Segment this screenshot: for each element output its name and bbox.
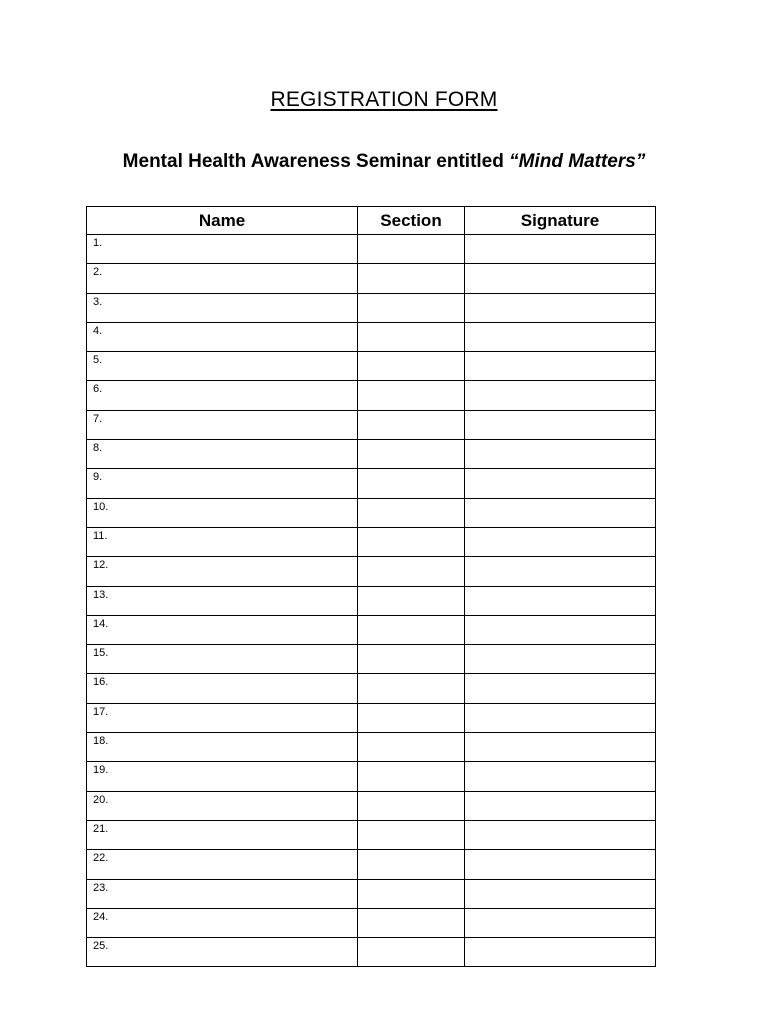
section-cell[interactable] (358, 703, 465, 732)
name-cell[interactable]: 18. (87, 733, 358, 762)
table-row (87, 322, 656, 351)
section-cell[interactable] (358, 410, 465, 439)
table-row (87, 586, 656, 615)
name-cell[interactable]: 25. (87, 938, 358, 967)
signature-cell[interactable] (465, 645, 656, 674)
section-cell[interactable] (358, 381, 465, 410)
section-cell[interactable] (358, 674, 465, 703)
table-row (87, 615, 656, 644)
signature-cell[interactable] (465, 264, 656, 293)
section-cell[interactable] (358, 322, 465, 351)
table-row (87, 645, 656, 674)
section-cell[interactable] (358, 469, 465, 498)
table-row (87, 938, 656, 967)
name-cell[interactable]: 3. (87, 293, 358, 322)
signature-cell[interactable] (465, 674, 656, 703)
name-cell[interactable]: 24. (87, 908, 358, 937)
signature-cell[interactable] (465, 791, 656, 820)
name-cell[interactable]: 22. (87, 850, 358, 879)
name-cell[interactable]: 20. (87, 791, 358, 820)
name-cell[interactable]: 9. (87, 469, 358, 498)
name-cell[interactable]: 4. (87, 322, 358, 351)
signature-cell[interactable] (465, 322, 656, 351)
section-cell[interactable] (358, 586, 465, 615)
signature-cell[interactable] (465, 586, 656, 615)
table-row (87, 791, 656, 820)
signature-cell[interactable] (465, 938, 656, 967)
seminar-name: “Mind Matters” (509, 151, 646, 172)
signature-cell[interactable] (465, 557, 656, 586)
section-cell[interactable] (358, 938, 465, 967)
table-row (87, 820, 656, 849)
signature-cell[interactable] (465, 820, 656, 849)
section-cell[interactable] (358, 498, 465, 527)
section-cell[interactable] (358, 235, 465, 264)
table-row (87, 557, 656, 586)
table-row (87, 879, 656, 908)
seminar-subtitle (0, 151, 768, 173)
signature-cell[interactable] (465, 235, 656, 264)
section-cell[interactable] (358, 645, 465, 674)
signature-cell[interactable] (465, 527, 656, 556)
form-title: REGISTRATION FORM (270, 88, 498, 111)
header-signature: Signature (465, 207, 656, 235)
signature-cell[interactable] (465, 498, 656, 527)
name-cell[interactable]: 23. (87, 879, 358, 908)
signature-cell[interactable] (465, 879, 656, 908)
name-cell[interactable]: 5. (87, 352, 358, 381)
name-cell[interactable]: 1. (87, 235, 358, 264)
table-row (87, 293, 656, 322)
table-row (87, 498, 656, 527)
signature-cell[interactable] (465, 469, 656, 498)
section-cell[interactable] (358, 352, 465, 381)
section-cell[interactable] (358, 850, 465, 879)
table-row (87, 381, 656, 410)
name-cell[interactable]: 15. (87, 645, 358, 674)
section-cell[interactable] (358, 820, 465, 849)
signature-cell[interactable] (465, 615, 656, 644)
table-row (87, 703, 656, 732)
name-cell[interactable]: 14. (87, 615, 358, 644)
name-cell[interactable]: 6. (87, 381, 358, 410)
section-cell[interactable] (358, 791, 465, 820)
table-row (87, 440, 656, 469)
table-row (87, 762, 656, 791)
table-header-row (87, 207, 656, 235)
signature-cell[interactable] (465, 733, 656, 762)
section-cell[interactable] (358, 762, 465, 791)
name-cell[interactable]: 13. (87, 586, 358, 615)
section-cell[interactable] (358, 527, 465, 556)
signature-cell[interactable] (465, 293, 656, 322)
section-cell[interactable] (358, 264, 465, 293)
table-row (87, 527, 656, 556)
section-cell[interactable] (358, 733, 465, 762)
name-cell[interactable]: 7. (87, 410, 358, 439)
signature-cell[interactable] (465, 908, 656, 937)
table-row (87, 674, 656, 703)
table-row (87, 469, 656, 498)
section-cell[interactable] (358, 615, 465, 644)
subtitle-text: Mental Health Awareness Seminar entitled (122, 151, 510, 172)
signature-cell[interactable] (465, 850, 656, 879)
signature-cell[interactable] (465, 703, 656, 732)
signature-cell[interactable] (465, 352, 656, 381)
name-cell[interactable]: 17. (87, 703, 358, 732)
table-body (87, 235, 656, 967)
name-cell[interactable]: 11. (87, 527, 358, 556)
section-cell[interactable] (358, 440, 465, 469)
table-row (87, 264, 656, 293)
registration-table (86, 206, 656, 967)
section-cell[interactable] (358, 908, 465, 937)
name-cell[interactable]: 12. (87, 557, 358, 586)
name-cell[interactable]: 16. (87, 674, 358, 703)
name-cell[interactable]: 21. (87, 820, 358, 849)
table-row (87, 352, 656, 381)
table-row (87, 850, 656, 879)
name-cell[interactable]: 2. (87, 264, 358, 293)
table-row (87, 908, 656, 937)
table-row (87, 410, 656, 439)
section-cell[interactable] (358, 557, 465, 586)
header-name: Name (87, 207, 358, 235)
signature-cell[interactable] (465, 381, 656, 410)
section-cell[interactable] (358, 293, 465, 322)
table-row (87, 733, 656, 762)
name-cell[interactable]: 10. (87, 498, 358, 527)
name-cell[interactable]: 19. (87, 762, 358, 791)
signature-cell[interactable] (465, 440, 656, 469)
table-row (87, 235, 656, 264)
signature-cell[interactable] (465, 762, 656, 791)
section-cell[interactable] (358, 879, 465, 908)
signature-cell[interactable] (465, 410, 656, 439)
header-section: Section (358, 207, 465, 235)
name-cell[interactable]: 8. (87, 440, 358, 469)
